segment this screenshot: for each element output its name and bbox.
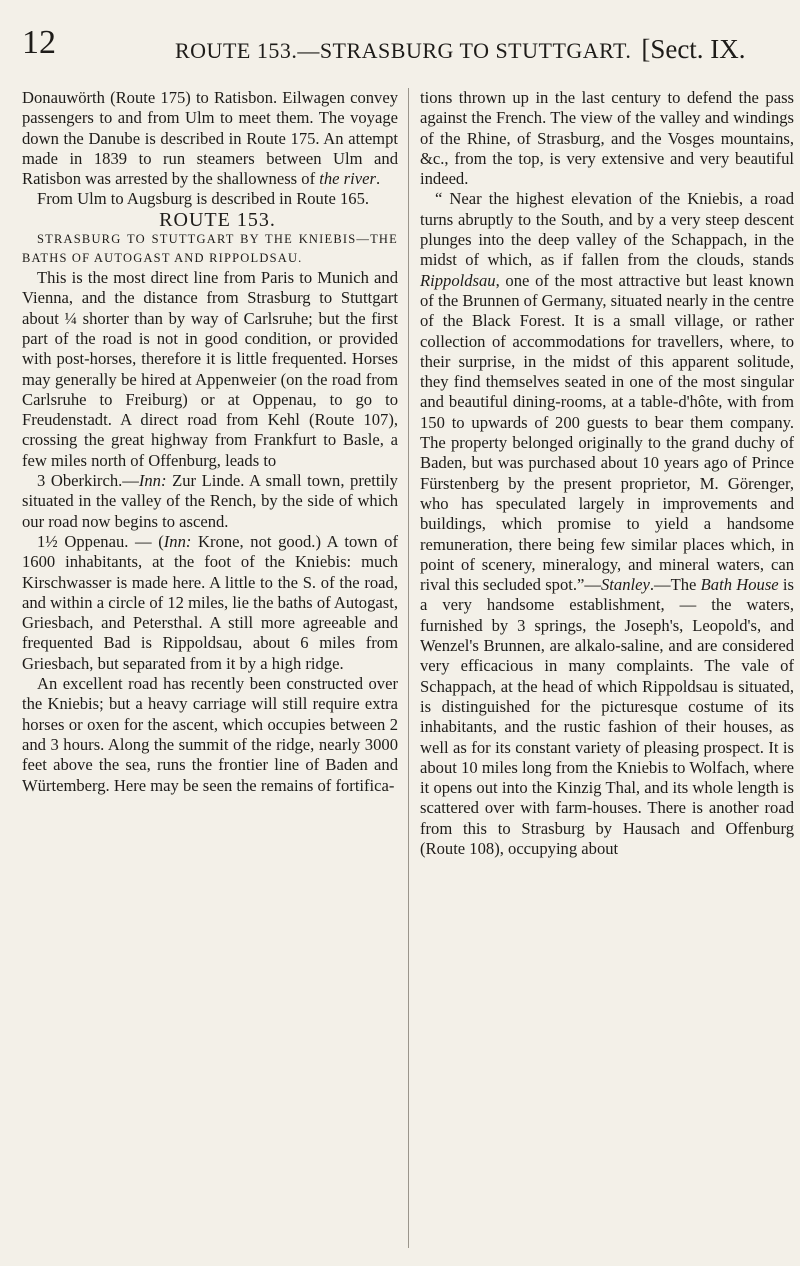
paragraph-text: Donauwörth (Route 175) to Ratisbon. Eilwagen convey passengers to and from Ulm to meet them. The voyage down the Danube is described in Route 175. An attempt made in 1839 to run steamers between Ulm and Ratisbon was arrested by the shallowness of	[22, 88, 398, 189]
paragraph-text: , one of the most attractive but least known of the Brunnen of Germany, situated nearly in the centre of the Black Forest. It is a small village, or rather collection of accommodations for travellers, where, to their surprise, in the midst of this apparent solitude, they find themselves seated in one of the most singular and beautiful dining-rooms, at a table-d'hôte, with from 150 to upwards of 200 guests to bear them company. The property belonged originally to the grand duchy of Baden, but was purchased about 10 years ago of Prince Fürstenberg by the present proprietor, M. Görenger, who has speculated largely in improvements and buildings, which promise to yield a handsome remuneration, there being few similar places which, in point of scenery, mineralogy, and mineral waters, can rival this secluded spot.”—	[420, 270, 794, 595]
paragraph: This is the most direct line from Paris to Munich and Vienna, and the distance from Strasburg to Stuttgart about ¼ shorter than by way of Carlsruhe; but the first part of the road is not in good condition, or provided with post-horses, therefore it is little frequented. Horses may generally be hired at Appenweier (on the road from Carlsruhe to Freiburg) or at Oppenau, to go to Freudenstadt. A direct road from Kehl (Route 107), crossing the great highway from Frankfurt to Basle, a few miles north of Offenburg, leads to	[22, 268, 398, 470]
italic-text: Rippoldsau	[420, 270, 496, 290]
running-title: ROUTE 153.—STRASBURG TO STUTTGART.	[175, 38, 632, 63]
italic-text: the river	[319, 169, 376, 189]
route-heading: ROUTE 153.	[159, 208, 276, 231]
paragraph-text: .—The	[649, 575, 701, 595]
italic-text: Stanley	[601, 575, 650, 595]
route-subtitle: STRASBURG TO STUTTGART BY THE KNIEBIS—THE BATHS OF AUTOGAST AND RIPPOLDSAU.	[22, 232, 398, 266]
paragraph: tions thrown up in the last century to defend the pass against the French. The view of the valley and windings of the Rhine, of Strasburg, and the Vosges mountains, &c., from the top, is very extensive and very beautiful indeed.	[420, 88, 794, 189]
paragraph: An excellent road has recently been constructed over the Kniebis; but a heavy carriage will still require extra horses or oxen for the ascent, which occupies between 2 and 3 hours. Along the summit of the ridge, nearly 3000 feet above the sea, runs the frontier line of Baden and Würtemberg. Here may be seen the remains of fortifica-	[22, 674, 398, 795]
paragraph-text: .	[375, 169, 381, 189]
column-divider	[408, 88, 409, 1248]
stage-text: Krone, not good.) A town of 1600 inhabitants, at the foot of the Kniebis: much Kirschwasser is made here. A little to the S. of the road, and within a circle of 12 miles, lie the baths of Autogast, Griesbach, and Petersthal. A still more agreeable and frequented Bad is Rippoldsau, about 6 miles from Griesbach, but separated from it by a high ridge.	[22, 531, 398, 673]
inn-label: Inn:	[163, 531, 192, 551]
stage-text: 1½ Oppenau. — (	[37, 531, 164, 551]
paragraph	[420, 189, 794, 859]
stage-entry	[22, 471, 398, 532]
paragraph-text: is a very handsome establishment, — the waters, furnished by 3 springs, the Joseph's, Leopold's, and Wenzel's Brunnen, are alkalo-saline, and are considered very efficacious in many complaints. The vale of Schappach, at the head of which Rippoldsau is situated, is distinguished for the picturesque costume of its inhabitants, and the rustic fashion of their houses, as well as for its constant variety of pleasing prospect. It is about 10 miles long from the Kniebis to Wolfach, where it opens out into the Kinzig Thal, and its whole length is scattered over with farm-houses. There is another road from this to Strasburg by Hausach and Offenburg (Route 108), occupying about	[420, 575, 795, 858]
paragraph	[22, 88, 398, 189]
stage-entry	[22, 532, 398, 674]
stage-text: 3 Oberkirch.—	[37, 471, 139, 491]
stage-text: Zur Linde. A small town, prettily situated in the valley of the Rench, by the side of which our road now begins to ascend.	[22, 471, 398, 531]
italic-text: Bath House	[700, 575, 779, 595]
page-number: 12	[22, 24, 56, 61]
section-label: [Sect. IX.	[641, 34, 746, 64]
running-head	[175, 36, 746, 63]
left-column	[22, 88, 398, 796]
right-column	[420, 88, 794, 859]
paragraph: From Ulm to Augsburg is described in Route 165.	[37, 189, 370, 209]
paragraph-text: “ Near the highest elevation of the Kniebis, a road turns abruptly to the South, and by a very steep descent plunges into the deep valley of the Schappach, in the midst of which, as if fallen from the clouds, stands	[420, 189, 794, 270]
inn-label: Inn:	[138, 471, 167, 491]
